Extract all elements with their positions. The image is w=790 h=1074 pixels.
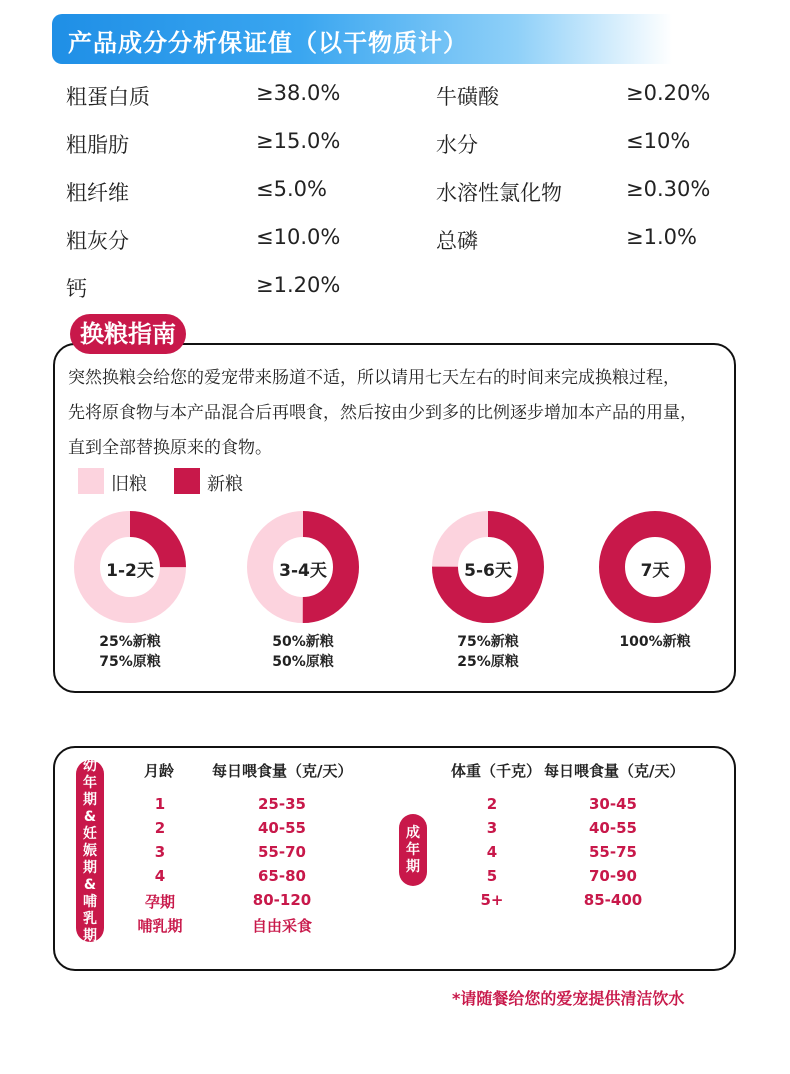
analysis-value: ≤10.0%: [256, 225, 341, 249]
weight-cell: 3: [486, 819, 498, 837]
amount-cell: 25-35: [258, 795, 306, 813]
analysis-name: 粗纤维: [66, 181, 129, 205]
age-cell: 2: [154, 819, 166, 837]
footnote: *请随餐给您的爱宠提供清洁饮水: [452, 989, 685, 1008]
donut-caption-old: 50%原粮: [272, 654, 334, 670]
amount-cell: 65-80: [258, 867, 306, 885]
donut-caption-new: 75%新粮: [457, 634, 519, 650]
donut-caption-old: 25%原粮: [457, 654, 519, 670]
analysis-title: 产品成分分析保证值（以干物质计）: [68, 29, 468, 57]
amount-cell: 55-70: [258, 843, 306, 861]
analysis-value: ≥0.30%: [626, 177, 711, 201]
analysis-value: ≥15.0%: [256, 129, 341, 153]
guide-line: 直到全部替换原来的食物。: [68, 438, 272, 458]
age-cell: 1: [154, 795, 166, 813]
analysis-value: ≥1.0%: [626, 225, 697, 249]
adult-stage-tag: [399, 814, 427, 886]
adult-stage-text: 成年期: [406, 824, 420, 875]
analysis-banner: [52, 14, 672, 64]
age-cell: 3: [154, 843, 166, 861]
amount-cell: 30-45: [589, 795, 637, 813]
amount-cell: 自由采食: [251, 917, 312, 935]
analysis-value: ≤5.0%: [256, 177, 327, 201]
guide-line: 突然换粮会给您的爱宠带来肠道不适，所以请用七天左右的时间来完成换粮过程，: [68, 368, 680, 388]
amount-cell: 70-90: [589, 867, 637, 885]
analysis-name: 粗脂肪: [66, 133, 129, 157]
young-stage-tag: [76, 757, 104, 944]
analysis-value: ≥0.20%: [626, 81, 711, 105]
weight-cell: 5: [486, 867, 498, 885]
legend-old-label: 旧粮: [111, 474, 147, 495]
analysis-value: ≥38.0%: [256, 81, 341, 105]
amount-cell: 80-120: [252, 891, 312, 909]
amount-cell: 85-400: [583, 891, 643, 909]
analysis-value: ≥1.20%: [256, 273, 341, 297]
donut-caption-new: 50%新粮: [272, 634, 334, 650]
analysis-value: ≤10%: [626, 129, 691, 153]
analysis-name: 粗蛋白质: [66, 85, 150, 109]
donut-label: 1-2天: [106, 561, 154, 581]
analysis-name: 水溶性氯化物: [436, 181, 562, 205]
amount-cell: 40-55: [589, 819, 637, 837]
analysis-name: 粗灰分: [66, 229, 129, 253]
donut-label: 7天: [640, 561, 670, 581]
donut-caption-new: 100%新粮: [619, 634, 691, 650]
analysis-name: 总磷: [436, 229, 478, 253]
col-header-weight: 体重（千克）: [451, 762, 542, 780]
donut-label: 5-6天: [464, 561, 512, 581]
donut-caption-old: 75%原粮: [99, 654, 161, 670]
amount-cell: 40-55: [258, 819, 306, 837]
age-cell: 哺乳期: [137, 917, 183, 935]
col-header-amount: 每日喂食量（克/天）: [544, 762, 685, 780]
amount-cell: 55-75: [589, 843, 637, 861]
analysis-name: 水分: [436, 133, 478, 157]
col-header-age: 月龄: [144, 762, 175, 780]
col-header-amount: 每日喂食量（克/天）: [212, 762, 353, 780]
age-cell: 4: [154, 867, 166, 885]
analysis-name: 钙: [66, 277, 87, 301]
guide-line: 先将原食物与本产品混合后再喂食，然后按由少到多的比例逐步增加本产品的用量，: [68, 403, 697, 423]
weight-cell: 5+: [480, 891, 504, 909]
donut-caption-new: 25%新粮: [99, 634, 161, 650]
young-stage-text: 幼年期&妊娠期&哺乳期: [83, 757, 97, 944]
legend-new-label: 新粮: [207, 474, 243, 495]
weight-cell: 2: [486, 795, 498, 813]
age-cell: 孕期: [144, 893, 175, 911]
guide-title: 换粮指南: [70, 314, 186, 354]
legend-old-swatch: [78, 468, 104, 494]
legend-new-swatch: [174, 468, 200, 494]
analysis-name: 牛磺酸: [436, 85, 499, 109]
weight-cell: 4: [486, 843, 498, 861]
donut-label: 3-4天: [279, 561, 327, 581]
